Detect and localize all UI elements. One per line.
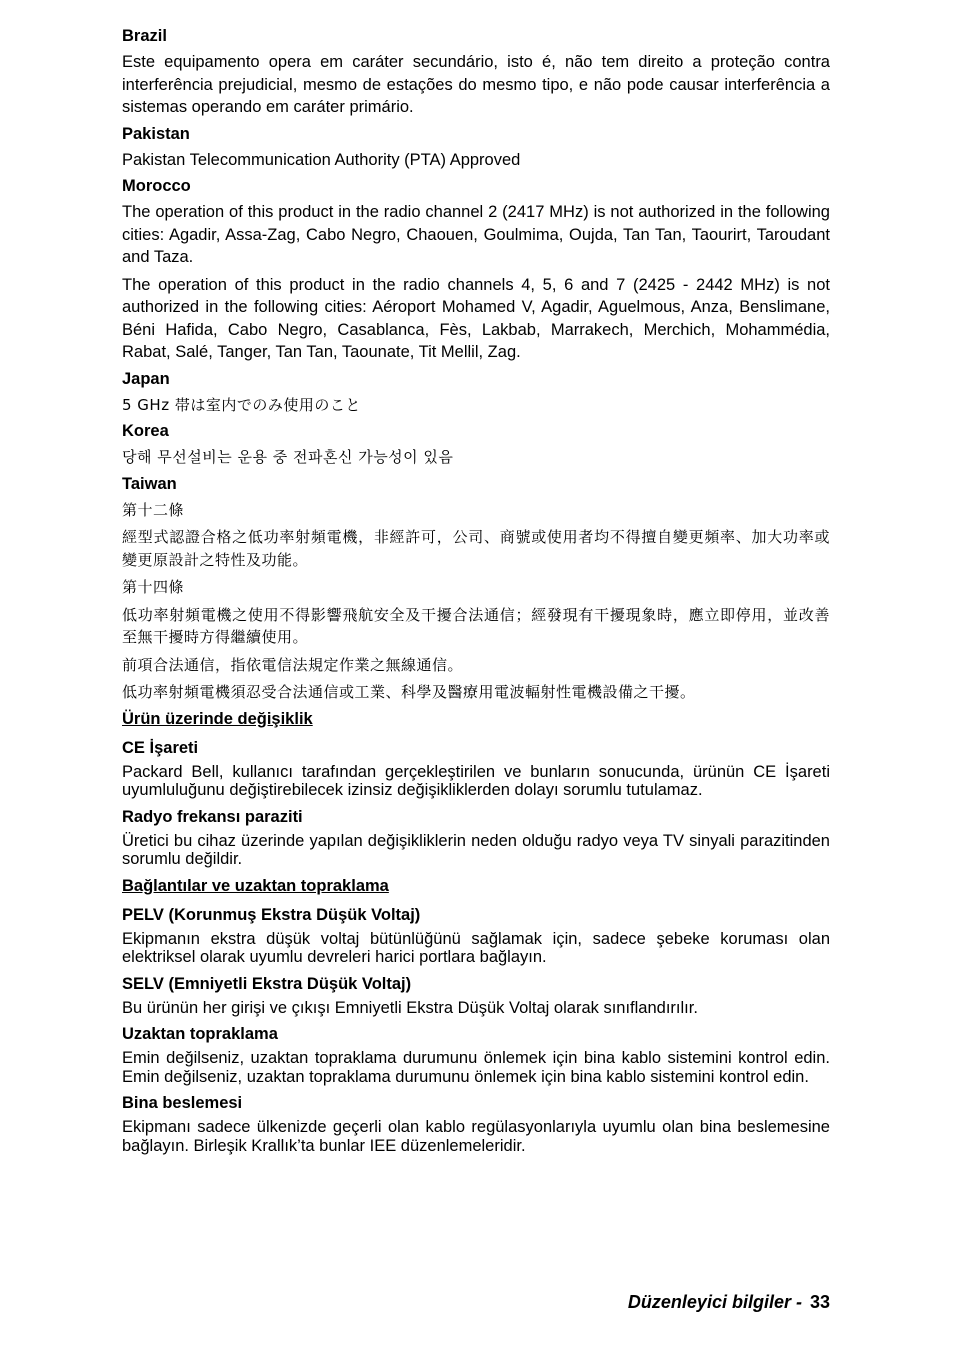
morocco-heading: Morocco <box>122 177 191 195</box>
taiwan-article-14: 第十四條 <box>122 578 185 596</box>
morocco-text-2: The operation of this product in the radio channels 4, 5, 6 and 7 (2425 - 2442 MHz) is not authorized in the following cities: Aéroport Mohamed V, Agadir, Aguelmous, Anza, Benslimane, Béni Hafida, Cabo Negro, Casablanca, Fès, Lakbab, Marrakech, Merchich, Mohammédia, Rabat, Salé, Tanger, Tan Tan, Taounate, Tit Mellil, Zag. <box>122 275 830 361</box>
pakistan-text: Pakistan Telecommunication Authority (PTA) Approved <box>122 150 521 169</box>
rf-heading: Radyo frekansı paraziti <box>122 807 303 826</box>
selv-heading: SELV (Emniyetli Ekstra Düşük Voltaj) <box>122 974 412 993</box>
footer-section-title: Düzenleyici bilgiler - <box>627 1292 802 1312</box>
modification-heading: Ürün üzerinde değişiklik <box>122 709 313 728</box>
ce-text: Packard Bell, kullanıcı tarafından gerçekleştirilen ve bunların sonucunda, ürünün CE İşareti uyumluluğunu değiştirebilecek izinsiz değişikliklerden dolayı sorumlu tutulamaz. <box>122 762 830 799</box>
taiwan-article-14-text-3: 低功率射頻電機須忍受合法通信或工業、科學及醫療用電波輻射性電機設備之干擾。 <box>122 683 696 701</box>
rf-text: Üretici bu cihaz üzerinde yapılan değişikliklerin neden olduğu radyo veya TV sinyali parazitinden sorumlu değildir. <box>122 831 830 868</box>
feed-text: Ekipmanı sadece ülkenizde geçerli olan kablo regülasyonlarıyla uyumlu olan bina beslemesine bağlayın. Birleşik Krallık’ta bunlar IEE düzenlemeleridir. <box>122 1118 830 1155</box>
taiwan-article-14-text-2: 前項合法通信，指依電信法規定作業之無線通信。 <box>122 655 464 674</box>
taiwan-article-14-text-1: 低功率射頻電機之使用不得影響飛航安全及干擾合法通信；經發現有干擾現象時，應立即停用，並改善至無干擾時方得繼續使用。 <box>122 605 830 646</box>
pelv-heading: PELV (Korunmuş Ekstra Düşük Voltaj) <box>122 905 421 924</box>
page-footer <box>628 1292 830 1313</box>
pelv-text: Ekipmanın ekstra düşük voltaj bütünlüğünü sağlamak için, sadece şebeke koruması olan elektriksel olarak uyumlu devreleri harici portlara bağlayın. <box>122 929 830 966</box>
document-page <box>122 26 830 1162</box>
ground-heading: Uzaktan topraklama <box>122 1025 278 1043</box>
korea-text: 당해 무선설비는 운용 중 전파혼신 가능성이 있음 <box>122 448 454 466</box>
taiwan-heading: Taiwan <box>122 474 177 493</box>
japan-heading: Japan <box>122 369 170 388</box>
feed-heading: Bina beslemesi <box>122 1094 243 1112</box>
morocco-text-1: The operation of this product in the radio channel 2 (2417 MHz) is not authorized in the following cities: Agadir, Assa-Zag, Cabo Negro, Chaouen, Goulmima, Oujda, Tan Tan, Taourirt, Taroudant and Taza. <box>122 203 830 266</box>
connections-heading: Bağlantılar ve uzaktan topraklama <box>122 876 389 895</box>
brazil-heading: Brazil <box>122 27 167 45</box>
pakistan-heading: Pakistan <box>122 124 190 143</box>
korea-heading: Korea <box>122 422 169 440</box>
taiwan-article-12-text: 經型式認證合格之低功率射頻電機，非經許可，公司、商號或使用者均不得擅自變更頻率、加大功率或變更原設計之特性及功能。 <box>122 528 830 569</box>
brazil-text: Este equipamento opera em caráter secundário, isto é, não tem direito a proteção contra interferência prejudicial, mesmo de estações do mesmo tipo, e não pode causar interferência a sistemas operando em caráter primário. <box>122 53 830 116</box>
page-number: 33 <box>809 1292 830 1312</box>
japan-text: 5 GHz 帯は室内でのみ使用のこと <box>122 395 361 414</box>
ce-heading: CE İşareti <box>122 738 199 757</box>
ground-text: Emin değilseniz, uzaktan topraklama durumunu önlemek için bina kablo sistemini kontrol edin. Emin değilseniz, uzaktan topraklama durumunu önlemek için bina kablo sistemini kontrol edin. <box>122 1049 830 1086</box>
taiwan-article-12: 第十二條 <box>122 500 185 519</box>
selv-text: Bu ürünün her girişi ve çıkışı Emniyetli Ekstra Düşük Voltaj olarak sınıflandırılır. <box>122 998 698 1017</box>
